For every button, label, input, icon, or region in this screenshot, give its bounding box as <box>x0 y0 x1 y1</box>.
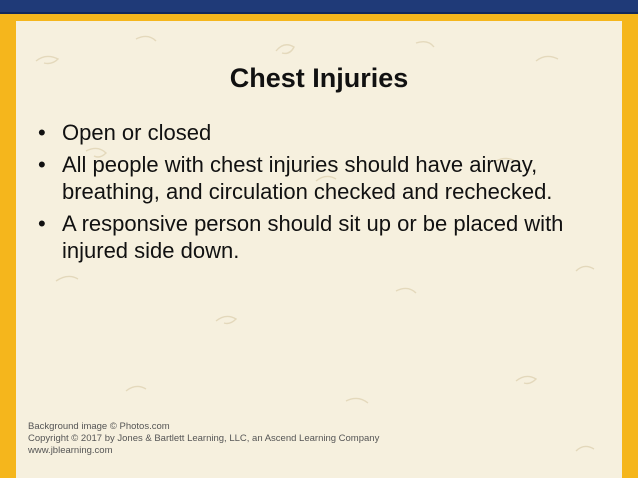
credits <box>28 421 379 457</box>
bullet-item <box>26 151 606 205</box>
bullet-text: A responsive person should sit up or be placed with injured side down. <box>62 211 564 263</box>
bullet-list <box>26 119 606 269</box>
credit-line-website: www.jblearning.com <box>28 445 113 456</box>
bullet-dot-icon: • <box>38 120 46 145</box>
top-bar <box>0 0 638 14</box>
bullet-text: Open or closed <box>62 120 212 145</box>
slide-title: Chest Injuries <box>229 63 409 93</box>
credit-line-background: Background image © Photos.com <box>28 421 170 432</box>
credit-line-copyright: Copyright © 2017 by Jones & Bartlett Learning, LLC, an Ascend Learning Company <box>28 433 380 444</box>
bullet-dot-icon: • <box>38 152 46 177</box>
bullet-dot-icon: • <box>38 211 46 236</box>
content-panel <box>16 21 622 478</box>
bullet-text: All people with chest injuries should have airway, breathing, and circulation checked and rechecked. <box>62 152 553 204</box>
bullet-item <box>26 210 606 264</box>
bullet-item <box>26 119 606 146</box>
